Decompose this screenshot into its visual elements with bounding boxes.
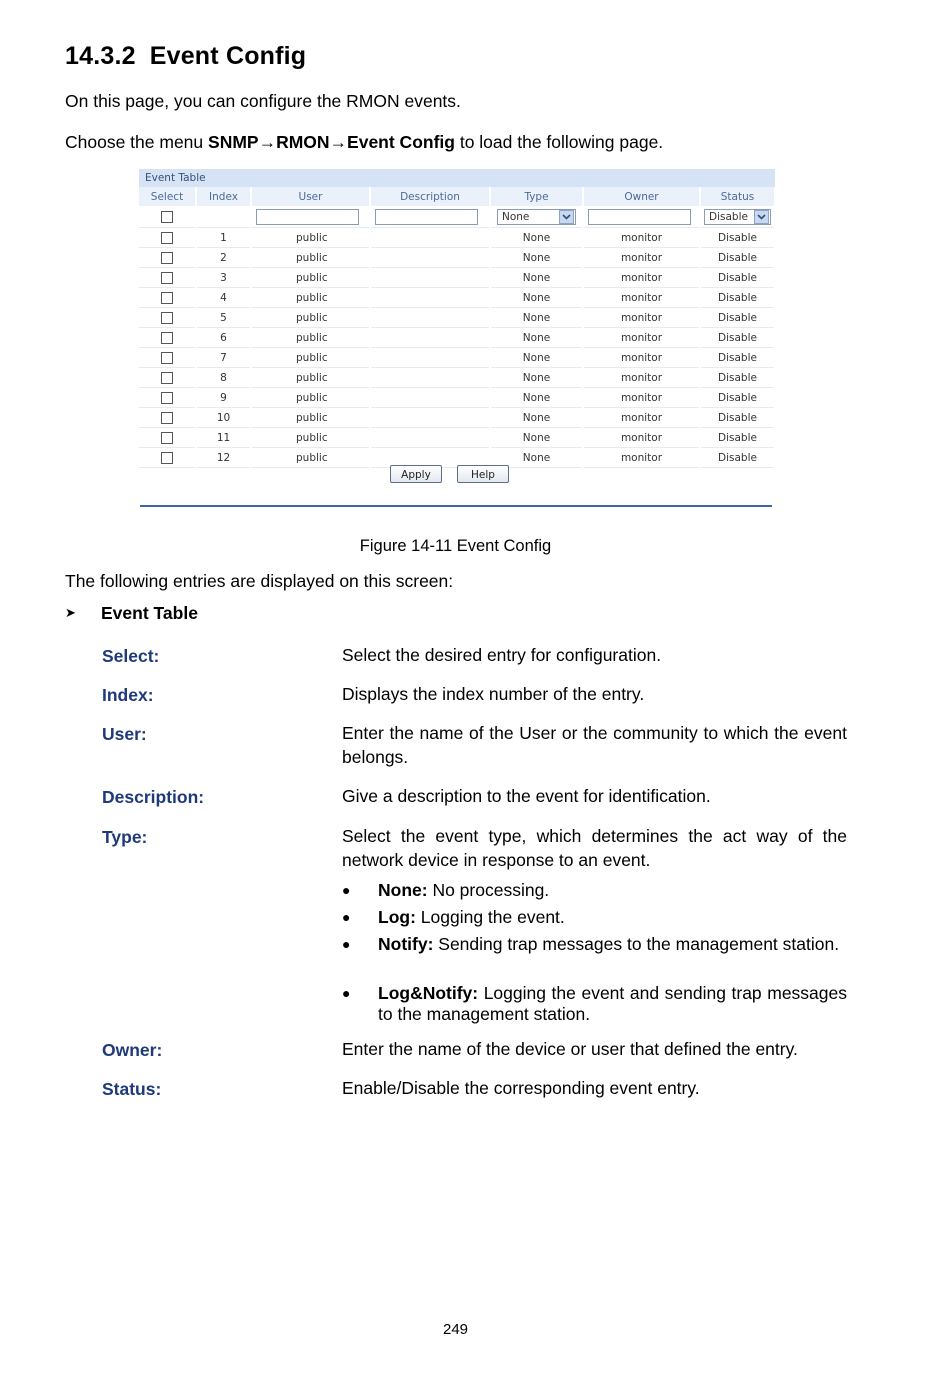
row-status: Disable bbox=[700, 248, 775, 268]
row-description bbox=[370, 288, 490, 308]
term-index: Index: bbox=[102, 685, 154, 705]
table-row bbox=[139, 428, 775, 448]
table-row bbox=[139, 408, 775, 428]
entries-intro: The following entries are displayed on this screen: bbox=[65, 571, 454, 591]
row-select-checkbox[interactable] bbox=[161, 372, 173, 384]
desc-user: Enter the name of the User or the community to which the event belongs. bbox=[342, 723, 847, 767]
section-number: 14.3.2 bbox=[65, 42, 136, 70]
row-user: public bbox=[251, 428, 370, 448]
table-row bbox=[139, 368, 775, 388]
row-user: public bbox=[251, 268, 370, 288]
row-status: Disable bbox=[700, 308, 775, 328]
row-select-checkbox[interactable] bbox=[161, 292, 173, 304]
row-select-checkbox[interactable] bbox=[161, 232, 173, 244]
table-row bbox=[139, 308, 775, 328]
col-user: User bbox=[251, 187, 370, 206]
row-owner: monitor bbox=[583, 328, 700, 348]
menu-path: SNMP→RMON→Event Config bbox=[208, 132, 455, 152]
col-status: Status bbox=[700, 187, 775, 206]
row-select-checkbox[interactable] bbox=[161, 312, 173, 324]
description-filter-input[interactable] bbox=[375, 209, 478, 225]
term-type: Type: bbox=[102, 827, 148, 847]
row-owner: monitor bbox=[583, 268, 700, 288]
table-row bbox=[139, 348, 775, 368]
bullet-dot-icon: ● bbox=[342, 909, 351, 925]
row-owner: monitor bbox=[583, 348, 700, 368]
desc-owner: Enter the name of the device or user that defined the entry. bbox=[342, 1039, 798, 1059]
row-owner: monitor bbox=[583, 308, 700, 328]
row-select-checkbox[interactable] bbox=[161, 272, 173, 284]
row-index: 9 bbox=[196, 388, 251, 408]
apply-button[interactable]: Apply bbox=[390, 465, 442, 483]
row-select-checkbox[interactable] bbox=[161, 352, 173, 364]
term-owner: Owner: bbox=[102, 1040, 163, 1060]
event-config-screenshot bbox=[139, 169, 775, 507]
row-select-checkbox[interactable] bbox=[161, 332, 173, 344]
chevron-down-icon bbox=[754, 210, 769, 224]
section-title: Event Config bbox=[149, 42, 307, 70]
desc-type: Select the event type, which determines the act way of the network device in response to an event. bbox=[342, 826, 847, 870]
col-description: Description bbox=[370, 187, 490, 206]
desc-select: Select the desired entry for configuration. bbox=[342, 645, 662, 665]
row-index: 7 bbox=[196, 348, 251, 368]
row-description bbox=[370, 348, 490, 368]
col-index: Index bbox=[196, 187, 251, 206]
row-user: public bbox=[251, 448, 370, 468]
row-owner: monitor bbox=[583, 448, 700, 468]
row-owner: monitor bbox=[583, 368, 700, 388]
row-user: public bbox=[251, 308, 370, 328]
row-index: 8 bbox=[196, 368, 251, 388]
row-type: None bbox=[490, 288, 583, 308]
row-type: None bbox=[490, 248, 583, 268]
table-row bbox=[139, 268, 775, 288]
row-user: public bbox=[251, 228, 370, 248]
arrow-bullet-icon: ➤ bbox=[65, 605, 76, 620]
event-table bbox=[139, 187, 776, 468]
row-user: public bbox=[251, 288, 370, 308]
menu-instruction: Choose the menu SNMP→RMON→Event Config to load the following page. bbox=[65, 132, 664, 152]
table-row bbox=[139, 328, 775, 348]
row-index: 12 bbox=[196, 448, 251, 468]
row-index: 10 bbox=[196, 408, 251, 428]
row-user: public bbox=[251, 328, 370, 348]
row-index: 11 bbox=[196, 428, 251, 448]
row-select-checkbox[interactable] bbox=[161, 452, 173, 464]
desc-description: Give a description to the event for identification. bbox=[342, 786, 711, 806]
row-status: Disable bbox=[700, 328, 775, 348]
row-status: Disable bbox=[700, 448, 775, 468]
col-select: Select bbox=[139, 187, 196, 206]
row-index: 6 bbox=[196, 328, 251, 348]
term-select: Select: bbox=[102, 646, 160, 666]
table-row bbox=[139, 228, 775, 248]
col-owner: Owner bbox=[583, 187, 700, 206]
row-status: Disable bbox=[700, 408, 775, 428]
row-type: None bbox=[490, 268, 583, 288]
row-type: None bbox=[490, 328, 583, 348]
row-description bbox=[370, 408, 490, 428]
filter-row bbox=[139, 206, 775, 228]
row-owner: monitor bbox=[583, 428, 700, 448]
owner-filter-input[interactable] bbox=[588, 209, 691, 225]
row-owner: monitor bbox=[583, 408, 700, 428]
section-heading bbox=[65, 42, 306, 71]
figure-caption: Figure 14-11 Event Config bbox=[359, 537, 552, 555]
row-index: 5 bbox=[196, 308, 251, 328]
row-status: Disable bbox=[700, 348, 775, 368]
desc-status: Enable/Disable the corresponding event entry. bbox=[342, 1078, 700, 1098]
row-user: public bbox=[251, 408, 370, 428]
row-status: Disable bbox=[700, 288, 775, 308]
event-table-header bbox=[139, 187, 775, 206]
row-type: None bbox=[490, 448, 583, 468]
row-select-checkbox[interactable] bbox=[161, 412, 173, 424]
row-description bbox=[370, 248, 490, 268]
type-filter-select[interactable]: None bbox=[497, 209, 576, 225]
user-filter-input[interactable] bbox=[256, 209, 359, 225]
table-row bbox=[139, 388, 775, 408]
select-all-checkbox[interactable] bbox=[161, 211, 173, 223]
row-user: public bbox=[251, 368, 370, 388]
table-row bbox=[139, 248, 775, 268]
row-index: 1 bbox=[196, 228, 251, 248]
row-status: Disable bbox=[700, 388, 775, 408]
row-type: None bbox=[490, 308, 583, 328]
row-type: None bbox=[490, 428, 583, 448]
row-owner: monitor bbox=[583, 228, 700, 248]
help-button[interactable]: Help bbox=[457, 465, 509, 483]
row-type: None bbox=[490, 368, 583, 388]
row-description bbox=[370, 388, 490, 408]
bullet-dot-icon: ● bbox=[342, 936, 351, 952]
chevron-down-icon bbox=[559, 210, 574, 224]
row-owner: monitor bbox=[583, 288, 700, 308]
row-owner: monitor bbox=[583, 388, 700, 408]
term-user: User: bbox=[102, 724, 147, 744]
event-table-section-title: ➤ Event Table bbox=[65, 603, 198, 623]
row-index: 4 bbox=[196, 288, 251, 308]
bullet-dot-icon: ● bbox=[342, 882, 351, 898]
desc-index: Displays the index number of the entry. bbox=[342, 684, 645, 704]
row-select-checkbox[interactable] bbox=[161, 432, 173, 444]
row-type: None bbox=[490, 388, 583, 408]
row-description bbox=[370, 428, 490, 448]
term-description: Description: bbox=[102, 787, 205, 807]
divider bbox=[140, 505, 772, 507]
row-select-checkbox[interactable] bbox=[161, 392, 173, 404]
table-row bbox=[139, 288, 775, 308]
row-user: public bbox=[251, 248, 370, 268]
term-status: Status: bbox=[102, 1079, 162, 1099]
row-status: Disable bbox=[700, 268, 775, 288]
row-type: None bbox=[490, 228, 583, 248]
row-description bbox=[370, 308, 490, 328]
row-description bbox=[370, 368, 490, 388]
row-status: Disable bbox=[700, 228, 775, 248]
row-select-checkbox[interactable] bbox=[161, 252, 173, 264]
status-filter-select[interactable]: Disable bbox=[704, 209, 771, 225]
row-status: Disable bbox=[700, 368, 775, 388]
row-user: public bbox=[251, 388, 370, 408]
event-table-title: Event Table bbox=[139, 169, 775, 187]
col-type: Type bbox=[490, 187, 583, 206]
bullet-dot-icon: ● bbox=[342, 985, 351, 1001]
row-description bbox=[370, 328, 490, 348]
row-type: None bbox=[490, 408, 583, 428]
row-description bbox=[370, 268, 490, 288]
row-user: public bbox=[251, 348, 370, 368]
row-owner: monitor bbox=[583, 248, 700, 268]
row-index: 2 bbox=[196, 248, 251, 268]
row-description bbox=[370, 228, 490, 248]
page-number: 249 bbox=[442, 1321, 469, 1338]
row-type: None bbox=[490, 348, 583, 368]
row-index: 3 bbox=[196, 268, 251, 288]
row-status: Disable bbox=[700, 428, 775, 448]
intro-text: On this page, you can configure the RMON events. bbox=[65, 91, 461, 111]
